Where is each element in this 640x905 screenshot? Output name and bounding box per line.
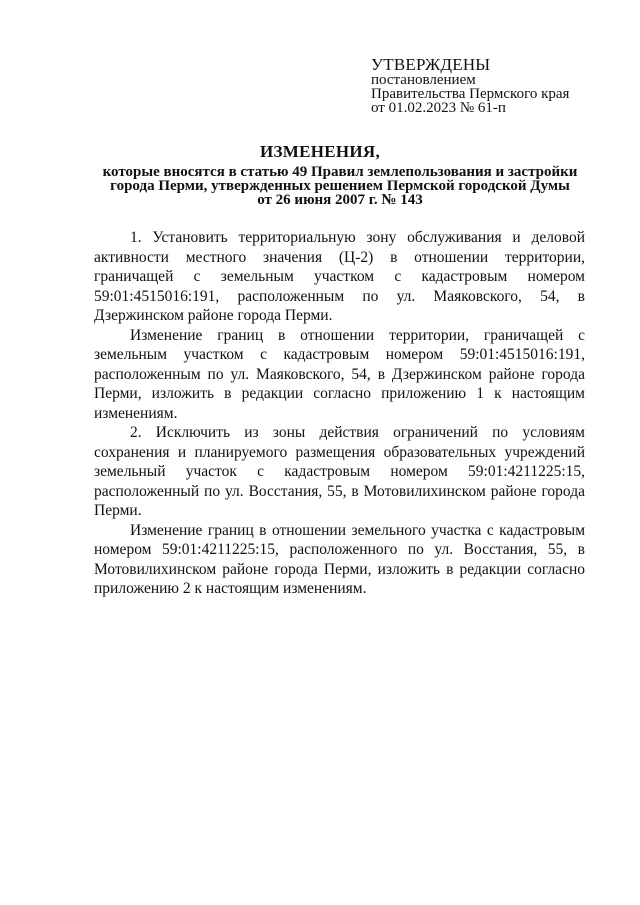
document-subheading (60, 165, 620, 207)
subheading-line-3: от 26 июня 2007 г. № 143 (257, 192, 423, 208)
approval-line-1: постановлением (371, 72, 476, 88)
paragraph-1: 1. Установить территориальную зону обслуживания и деловой активности местного значения (Ц-2) в отношении территории, граничащей с земельным участком с кадастровым номером 59:01:4515016:191, расположенным по ул. Маяковского, 54, в Дзержинском районе города Перми. (94, 229, 585, 324)
approval-line-3: от 01.02.2023 № 61-п (371, 100, 506, 116)
subheading-line-2: города Перми, утвержденных решением Пермской городской Думы (110, 178, 570, 194)
paragraph-2: Изменение границ в отношении территории, граничащей с земельным участком с кадастровым номером 59:01:4515016:191, расположенным по ул. Маяковского, 54, в Дзержинском районе города Перми, изложить в редакции согласно приложению 1 к настоящим изменениям. (94, 326, 585, 422)
paragraph-3: 2. Исключить из зоны действия ограничений по условиям сохранения и планируемого размещения образовательных учреждений земельный участок с кадастровым номером 59:01:4211225:15, расположенный по ул. Восстания, 55, в Мотовилихинском районе города Перми. (94, 424, 585, 519)
approval-line-2: Правительства Пермского края (371, 86, 570, 102)
subheading-line-1: которые вносятся в статью 49 Правил землепользования и застройки (102, 164, 578, 180)
approval-title: УТВЕРЖДЕНЫ (371, 55, 491, 74)
paragraph-4: Изменение границ в отношении земельного участка с кадастровым номером 59:01:4211225:15, расположенного по ул. Восстания, 55, в Мотовилихинском районе города Перми, изложить в редакции согласно приложению 2 к настоящим изменениям. (94, 521, 585, 597)
document-heading: ИЗМЕНЕНИЯ, (259, 142, 381, 161)
approval-stamp (371, 56, 611, 115)
document-body (94, 228, 585, 599)
